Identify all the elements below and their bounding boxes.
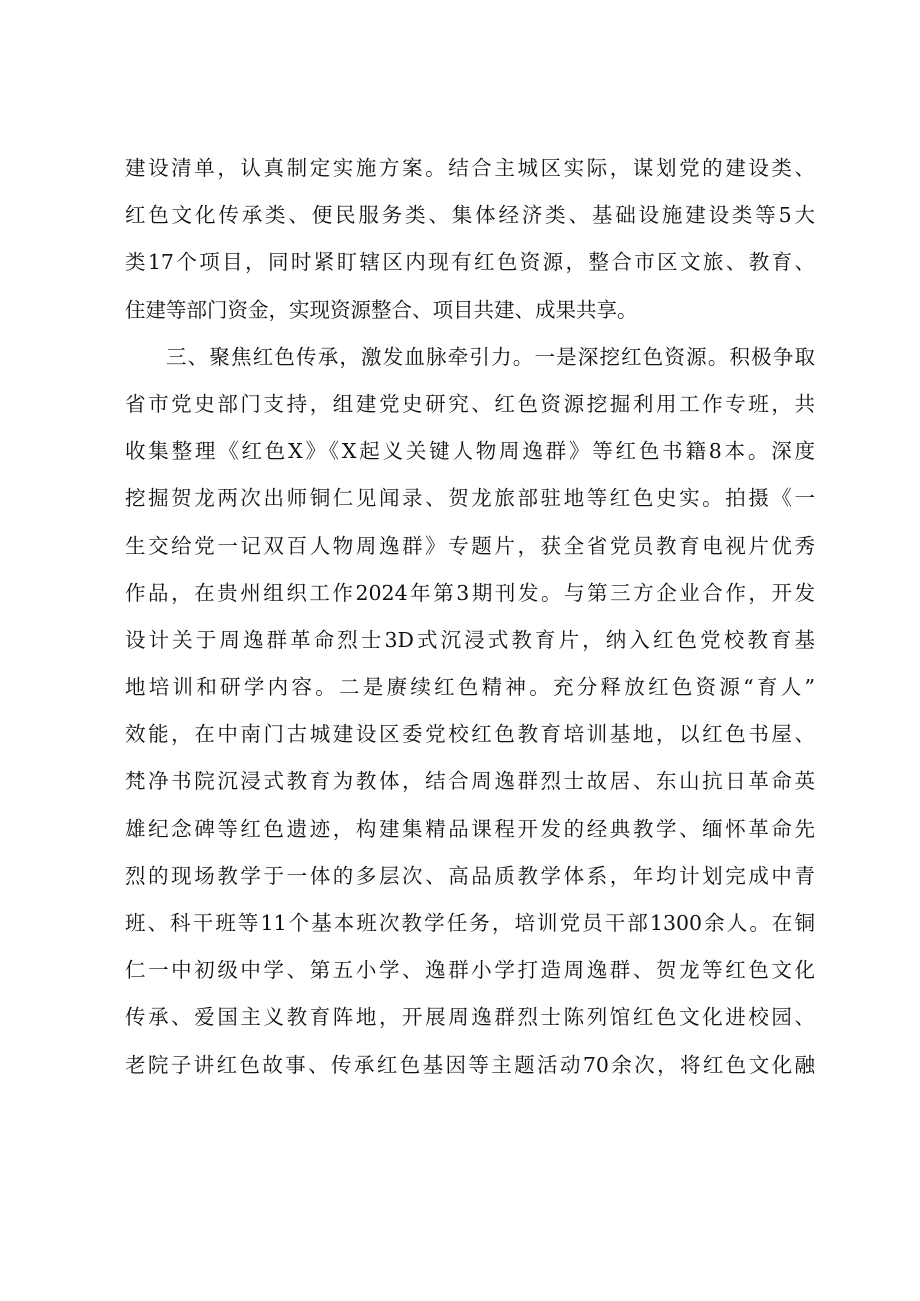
text-line: 地培训和研学内容。二是赓续红色精神。充分释放红色资源“育人” [125,675,815,700]
paragraph-2 [125,334,815,1089]
text-line: 仁一中初级中学、第五小学、逸群小学打造周逸群、贺龙等红色文化 [125,958,815,983]
text-line: 建设清单，认真制定实施方案。结合主城区实际，谋划党的建设类、 [125,156,815,180]
text-line: 设计关于周逸群革命烈士3D式沉浸式教育片，纳入红色党校教育基 [125,627,815,652]
text-line: 挖掘贺龙两次出师铜仁见闻录、贺龙旅部驻地等红色史实。拍摄《一 [125,486,815,511]
document-body [125,145,815,1089]
text-line: 红色文化传承类、便民服务类、集体经济类、基础设施建设类等5大 [125,203,815,228]
text-line: 烈的现场教学于一体的多层次、高品质教学体系，年均计划完成中青 [125,863,815,888]
text-line: 梵净书院沉浸式教育为教体，结合周逸群烈士故居、东山抗日革命英 [125,769,815,794]
text-line: 作品，在贵州组织工作2024年第3期刊发。与第三方企业合作，开发 [125,580,815,605]
text-line: 生交给党一记双百人物周逸群》专题片，获全省党员教育电视片优秀 [125,533,815,558]
text-line: 老院子讲红色故事、传承红色基因等主题活动70余次，将红色文化融 [125,1052,815,1077]
paragraph-1 [125,145,815,334]
text-line: 传承、爱国主义教育阵地，开展周逸群烈士陈列馆红色文化进校园、 [125,1005,815,1030]
text-line: 雄纪念碑等红色遗迹，构建集精品课程开发的经典教学、缅怀革命先 [125,816,815,841]
text-line: 收集整理《红色X》《X起义关键人物周逸群》等红色书籍8本。深度 [125,439,815,464]
text-line-first [125,334,815,381]
text-run: 一是深挖红色资源。积极争取 [534,344,815,369]
text-line: 班、科干班等11个基本班次教学任务，培训党员干部1300余人。在铜 [125,911,815,935]
text-line: 省市党史部门支持，组建党史研究、红色资源挖掘利用工作专班，共 [125,391,815,416]
text-line: 类17个项目，同时紧盯辖区内现有红色资源，整合市区文旅、教育、 [125,250,815,275]
text-line: 效能，在中南门古城建设区委党校红色教育培训基地，以红色书屋、 [125,722,815,747]
text-line: 住建等部门资金，实现资源整合、项目共建、成果共享。 [125,297,638,322]
section-heading: 三、聚焦红色传承，激发血脉牵引力。 [166,344,535,369]
